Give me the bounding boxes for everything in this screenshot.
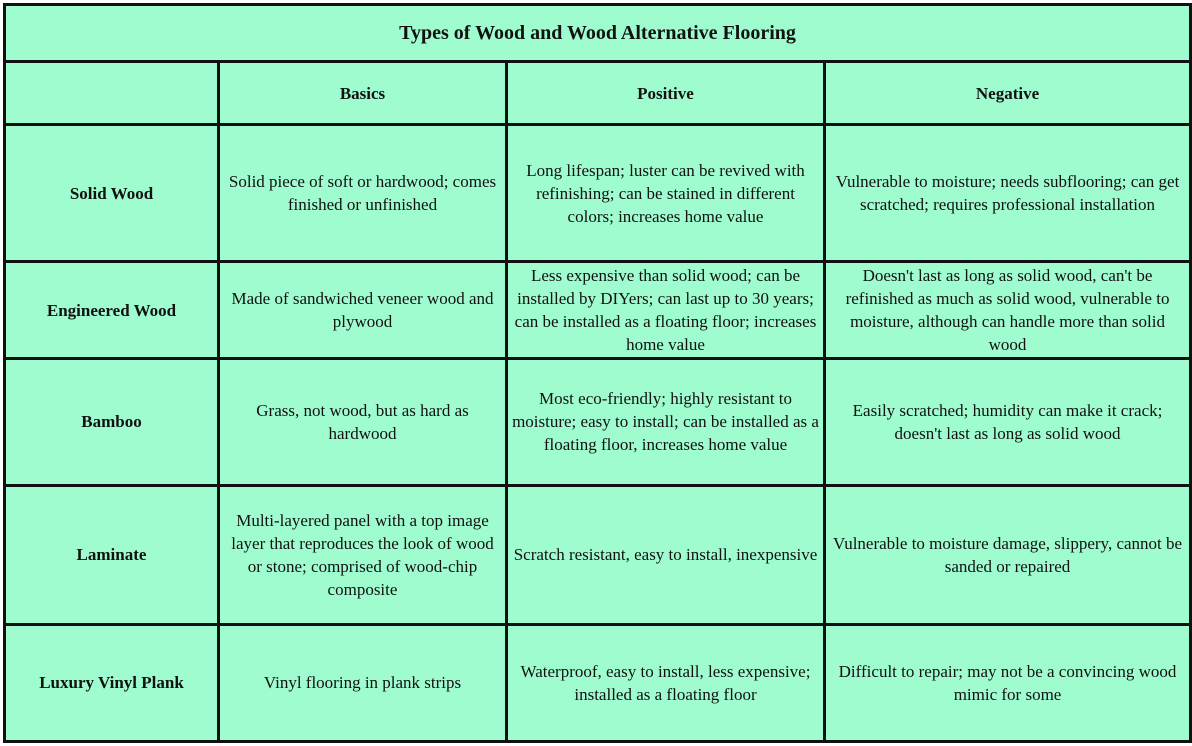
- flooring-comparison-table: [3, 3, 1192, 743]
- basics-cell: Vinyl flooring in plank strips: [219, 624, 507, 741]
- positive-cell: Waterproof, easy to install, less expensive; installed as a floating floor: [507, 624, 825, 741]
- table-row-engineered-wood: [5, 262, 1191, 359]
- negative-cell: Vulnerable to moisture; needs subflooring; can get scratched; requires professional installation: [825, 125, 1191, 262]
- negative-cell: Doesn't last as long as solid wood, can't be refinished as much as solid wood, vulnerable to moisture, although can handle more than solid wood: [825, 262, 1191, 359]
- row-label: Solid Wood: [5, 125, 219, 262]
- basics-cell: Solid piece of soft or hardwood; comes finished or unfinished: [219, 125, 507, 262]
- positive-cell: Less expensive than solid wood; can be installed by DIYers; can last up to 30 years; can be installed as a floating floor; increases home value: [507, 262, 825, 359]
- row-label: Bamboo: [5, 359, 219, 486]
- header-negative: Negative: [825, 62, 1191, 125]
- table-row-solid-wood: [5, 125, 1191, 262]
- negative-cell: Easily scratched; humidity can make it crack; doesn't last as long as solid wood: [825, 359, 1191, 486]
- negative-cell: Vulnerable to moisture damage, slippery, cannot be sanded or repaired: [825, 485, 1191, 624]
- row-label: Luxury Vinyl Plank: [5, 624, 219, 741]
- table-title: Types of Wood and Wood Alternative Flooring: [5, 5, 1191, 62]
- negative-cell: Difficult to repair; may not be a convincing wood mimic for some: [825, 624, 1191, 741]
- header-row: [5, 62, 1191, 125]
- positive-cell: Scratch resistant, easy to install, inexpensive: [507, 485, 825, 624]
- header-empty-cell: [5, 62, 219, 125]
- row-label: Laminate: [5, 485, 219, 624]
- header-basics: Basics: [219, 62, 507, 125]
- table-row-luxury-vinyl-plank: [5, 624, 1191, 741]
- header-positive: Positive: [507, 62, 825, 125]
- positive-cell: Most eco-friendly; highly resistant to moisture; easy to install; can be installed as a floating floor, increases home value: [507, 359, 825, 486]
- row-label: Engineered Wood: [5, 262, 219, 359]
- basics-cell: Grass, not wood, but as hard as hardwood: [219, 359, 507, 486]
- table-row-bamboo: [5, 359, 1191, 486]
- positive-cell: Long lifespan; luster can be revived with refinishing; can be stained in different colors; increases home value: [507, 125, 825, 262]
- table-row-laminate: [5, 485, 1191, 624]
- title-row: [5, 5, 1191, 62]
- basics-cell: Multi-layered panel with a top image layer that reproduces the look of wood or stone; comprised of wood-chip composite: [219, 485, 507, 624]
- basics-cell: Made of sandwiched veneer wood and plywood: [219, 262, 507, 359]
